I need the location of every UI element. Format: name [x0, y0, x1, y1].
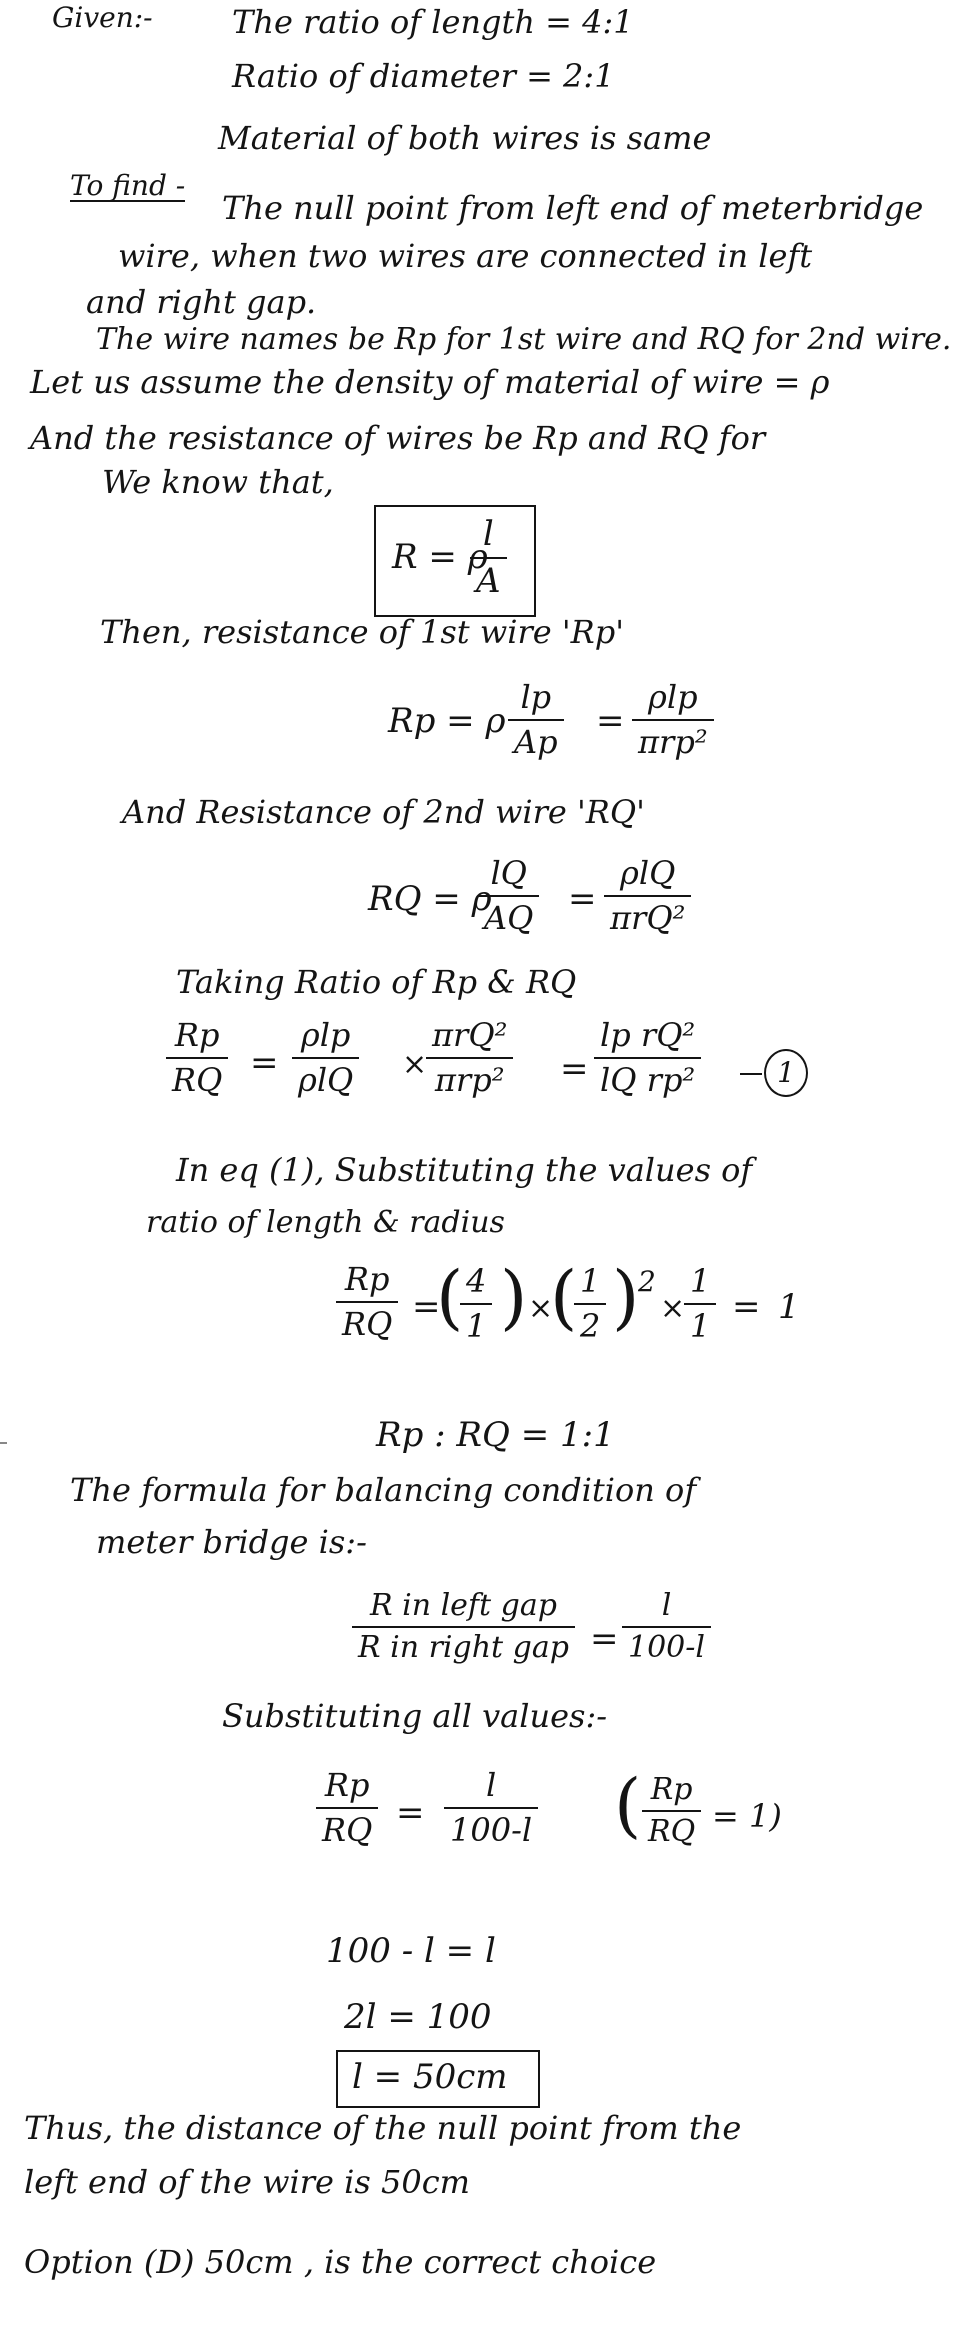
rq-fraction-2-bar — [604, 895, 691, 897]
equation-number-circle — [764, 1049, 808, 1097]
ratio-c-bar — [594, 1057, 701, 1059]
balance-rhs-num: l — [661, 1588, 672, 1623]
sub-fraction-2-bar — [574, 1303, 606, 1305]
paren-close-2: ) — [612, 1256, 640, 1338]
note-fraction — [642, 1774, 701, 1849]
ratio-lhs-fraction — [166, 1018, 228, 1097]
note-bar — [642, 1810, 701, 1812]
rq-fraction-2 — [604, 856, 691, 935]
sub-square-exponent: 2 — [638, 1265, 656, 1298]
final-rhs-den: 100-l — [450, 1810, 533, 1849]
ratio-equals-2: = — [560, 1049, 589, 1089]
paren-open-2: ( — [550, 1256, 578, 1338]
ratio-b-num: πrQ² — [432, 1016, 508, 1054]
eq-number-dash — [740, 1073, 762, 1075]
paren-open-1: ( — [436, 1256, 464, 1338]
sub-lhs-num: Rp — [344, 1260, 390, 1298]
sub-equals-1: = — [412, 1287, 441, 1327]
rp-lhs: Rp = ρ — [388, 701, 506, 741]
rp-fraction-2 — [632, 680, 714, 759]
we-know-line: We know that, — [102, 463, 334, 501]
sub-equals-2: = — [732, 1287, 761, 1327]
rq-fraction-1 — [478, 856, 539, 935]
ratio-b-den: πrp² — [434, 1060, 505, 1099]
final-lhs-num: Rp — [324, 1766, 370, 1804]
ratio-heading: Taking Ratio of Rp & RQ — [176, 963, 577, 1001]
balance-bar — [352, 1626, 575, 1628]
step-2: 2l = 100 — [344, 1997, 492, 2037]
sub-times-2: × — [660, 1291, 686, 1326]
ratio-result: Rp : RQ = 1:1 — [376, 1415, 615, 1455]
rp-equals: = — [596, 701, 625, 741]
formula-fraction — [470, 516, 507, 599]
to-find-line-1: The null point from left end of meterbridge — [222, 189, 924, 227]
balance-den: R in right gap — [358, 1630, 569, 1666]
final-heading: Substituting all values:- — [222, 1697, 608, 1735]
ratio-b-bar — [426, 1057, 513, 1059]
ratio-lhs-bar — [166, 1057, 228, 1059]
ratio-a-den: ρlQ — [298, 1060, 354, 1099]
sub-lhs-fraction — [336, 1262, 398, 1341]
ratio-times: × — [402, 1047, 428, 1082]
sub-fraction-1-den: 1 — [466, 1306, 487, 1345]
final-lhs-bar — [316, 1807, 378, 1809]
sub-fraction-1-bar — [460, 1303, 492, 1305]
rq-fraction-1-num: lQ — [490, 854, 527, 892]
rq-fraction-1-den: AQ — [484, 898, 534, 937]
resistance-line: And the resistance of wires be Rp and RQ for — [30, 419, 766, 457]
rp-fraction-2-num: ρlp — [648, 678, 698, 716]
sub-times-1: × — [528, 1291, 554, 1326]
sub-lhs-den: RQ — [342, 1304, 393, 1343]
rp-fraction-2-bar — [632, 719, 714, 721]
conclusion-line-3: Option (D) 50cm , is the correct choice — [24, 2243, 657, 2281]
substitution-line-1: In eq (1), Substituting the values of — [176, 1151, 753, 1189]
wire-names-line: The wire names be Rp for 1st wire and RQ for 2nd wire. — [96, 322, 952, 357]
answer: l = 50cm — [352, 2057, 508, 2097]
sub-fraction-3-bar — [684, 1303, 716, 1305]
ratio-fraction-c — [594, 1018, 701, 1097]
rq-fraction-2-den: πrQ² — [610, 898, 686, 937]
ratio-lhs-den: RQ — [172, 1060, 223, 1099]
rp-fraction-1 — [508, 680, 564, 759]
sub-fraction-3-num: 1 — [690, 1262, 711, 1300]
given-length-ratio: The ratio of length = 4:1 — [232, 3, 634, 41]
formula-denominator: A — [476, 560, 501, 601]
sub-fraction-3 — [684, 1264, 716, 1343]
sub-fraction-2-den: 2 — [580, 1306, 601, 1345]
balance-rhs-den: 100-l — [628, 1630, 705, 1666]
final-rhs-num: l — [485, 1766, 497, 1804]
ratio-a-bar — [292, 1057, 359, 1059]
paren-close-1: ) — [500, 1256, 528, 1338]
to-find-label: To find - — [70, 169, 186, 202]
ratio-fraction-a — [292, 1018, 359, 1097]
note-num: Rp — [650, 1772, 693, 1807]
ratio-c-den: lQ rp² — [600, 1060, 696, 1099]
ratio-equals-1: = — [250, 1043, 279, 1083]
final-rhs-fraction — [444, 1768, 538, 1847]
formula-fraction-bar — [470, 557, 507, 559]
rp-fraction-1-bar — [508, 719, 564, 721]
rq-heading: And Resistance of 2nd wire 'RQ' — [122, 793, 645, 831]
formula-lhs: R = ρ — [392, 537, 488, 577]
to-find-line-3: and right gap. — [86, 283, 317, 321]
final-lhs-den: RQ — [322, 1810, 373, 1849]
final-lhs-fraction — [316, 1768, 378, 1847]
balance-num: R in left gap — [370, 1588, 557, 1623]
sub-fraction-3-den: 1 — [690, 1306, 711, 1345]
rp-fraction-1-den: Ap — [514, 722, 558, 761]
sub-result: 1 — [778, 1287, 800, 1327]
note-equals-one: = 1) — [712, 1797, 782, 1835]
rq-fraction-2-num: ρlQ — [620, 854, 676, 892]
sub-lhs-bar — [336, 1301, 398, 1303]
balance-line-2: meter bridge is:- — [96, 1523, 367, 1561]
formula-numerator: l — [482, 514, 494, 554]
rp-heading: Then, resistance of 1st wire 'Rp' — [100, 613, 625, 651]
sub-fraction-1 — [460, 1264, 492, 1343]
given-label: Given:- — [52, 1, 153, 34]
conclusion-line-2: left end of the wire is 50cm — [24, 2163, 470, 2201]
step-1: 100 - l = l — [326, 1931, 496, 1971]
balance-rhs-bar — [622, 1626, 711, 1628]
equation-number: 1 — [777, 1056, 795, 1089]
rq-equals: = — [568, 879, 597, 919]
sub-fraction-1-num: 4 — [466, 1262, 487, 1300]
final-rhs-bar — [444, 1807, 538, 1809]
balance-equals: = — [590, 1619, 619, 1659]
margin-mark — [0, 1442, 7, 1444]
rp-fraction-2-den: πrp² — [638, 722, 708, 761]
given-material: Material of both wires is same — [218, 119, 712, 157]
note-den: RQ — [648, 1814, 696, 1850]
balance-rhs-fraction — [622, 1590, 711, 1665]
given-diameter-ratio: Ratio of diameter = 2:1 — [232, 57, 615, 95]
ratio-c-num: lp rQ² — [600, 1016, 696, 1054]
balance-fraction — [352, 1590, 575, 1665]
ratio-fraction-b — [426, 1018, 513, 1097]
conclusion-line-1: Thus, the distance of the null point from the — [24, 2109, 742, 2147]
rq-fraction-1-bar — [478, 895, 539, 897]
rp-fraction-1-num: lp — [520, 678, 552, 716]
balance-line-1: The formula for balancing condition of — [70, 1471, 697, 1509]
note-paren-open: ( — [614, 1764, 642, 1846]
density-line: Let us assume the density of material of wire = ρ — [30, 363, 830, 401]
rq-lhs: RQ = ρ — [368, 879, 492, 919]
sub-fraction-2 — [574, 1264, 606, 1343]
substitution-line-2: ratio of length & radius — [146, 1205, 505, 1240]
final-equals: = — [396, 1793, 425, 1833]
ratio-lhs-num: Rp — [174, 1016, 220, 1054]
sub-fraction-2-num: 1 — [580, 1262, 601, 1300]
ratio-a-num: ρlp — [300, 1016, 351, 1054]
to-find-line-2: wire, when two wires are connected in left — [118, 237, 813, 275]
